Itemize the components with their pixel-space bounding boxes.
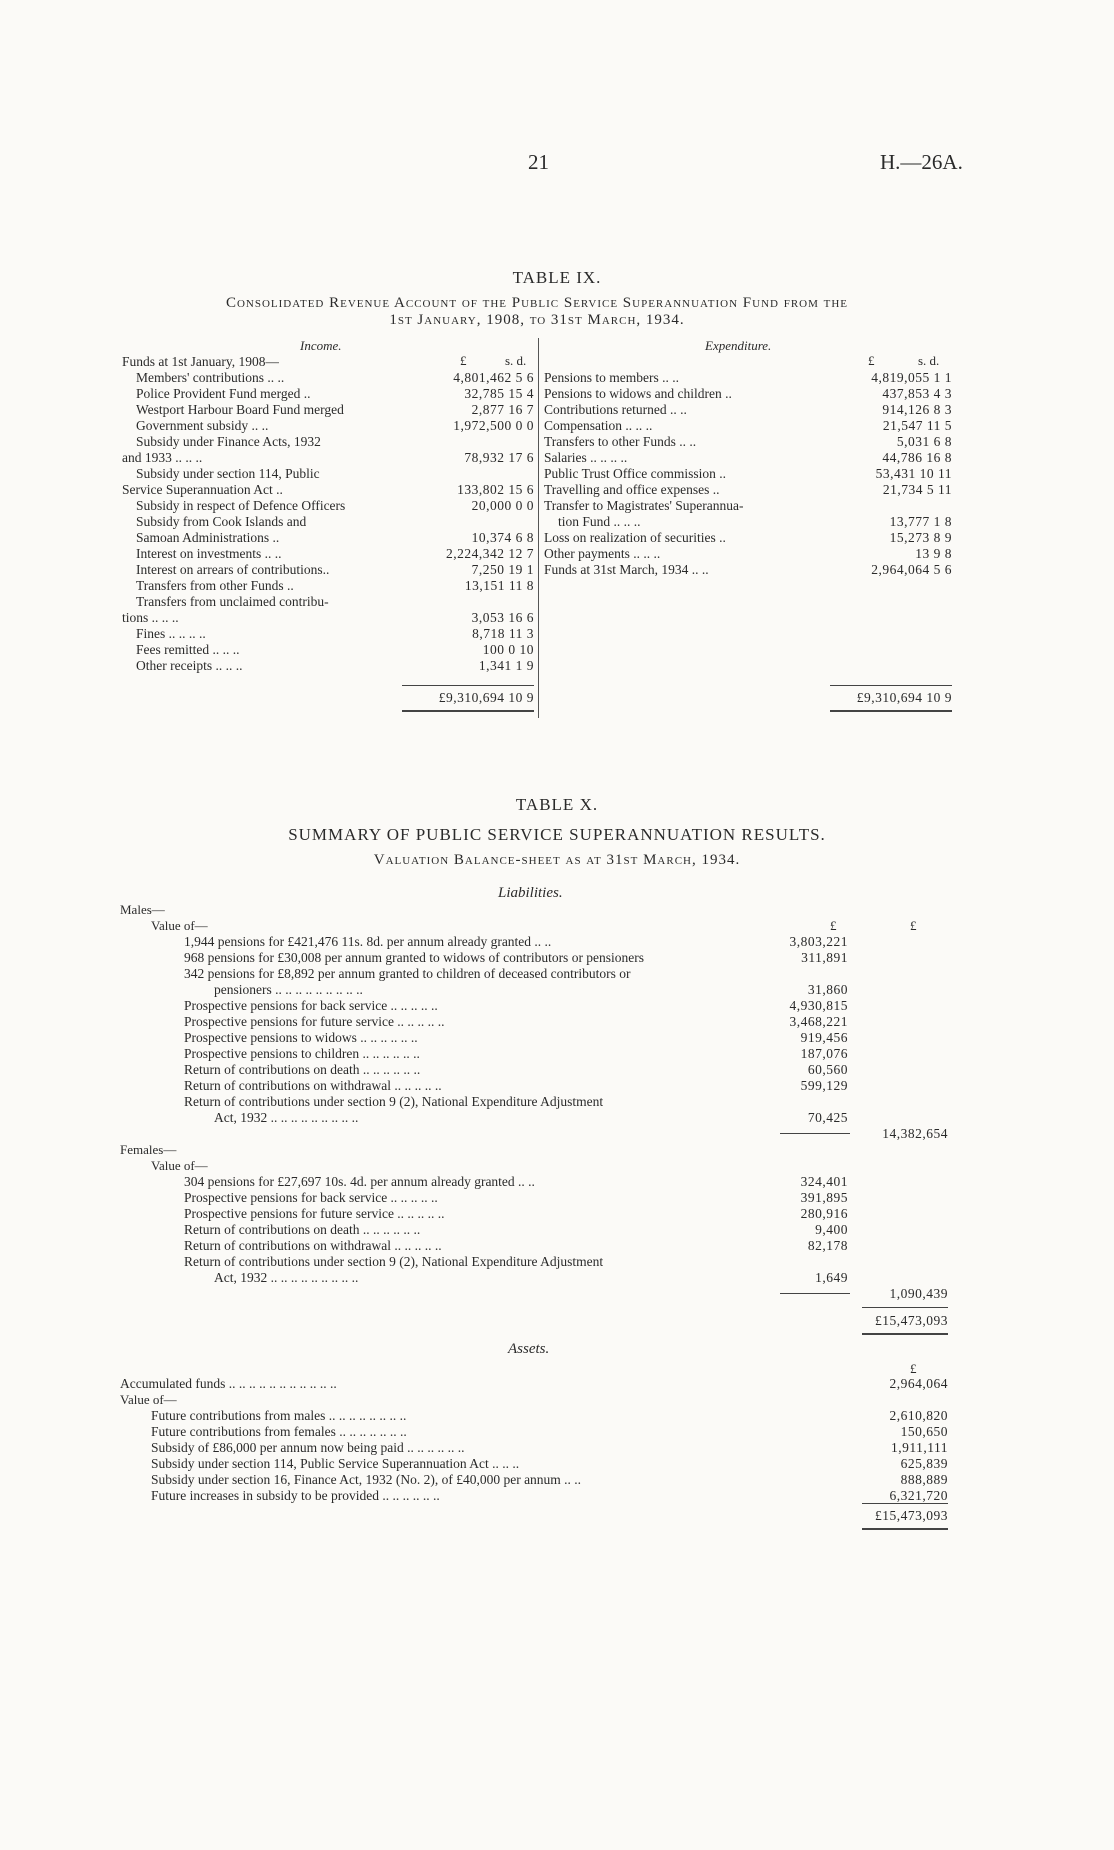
income-total: £9,310,694 10 9	[438, 690, 534, 705]
expenditure-row-label: Contributions returned .. ..	[544, 402, 687, 417]
expenditure-total-rule	[830, 685, 952, 686]
females-row-label: Prospective pensions for back service .. .. .. .. ..	[184, 1190, 438, 1205]
males-row-label: Return of contributions on withdrawal .. .. .. .. ..	[184, 1078, 442, 1093]
liabilities-heading: Liabilities.	[498, 885, 563, 901]
expenditure-row-value: 21,734 5 11	[882, 482, 952, 497]
males-row-value: 70,425	[807, 1110, 848, 1125]
females-row-label: Prospective pensions for future service .. .. .. .. ..	[184, 1206, 445, 1221]
expenditure-row-label: Funds at 31st March, 1934 .. ..	[544, 562, 709, 577]
assets-row-value: 888,889	[900, 1472, 948, 1487]
males-row-label: Prospective pensions for future service .. .. .. .. ..	[184, 1014, 445, 1029]
expenditure-row-label: Transfer to Magistrates' Superannua-	[544, 498, 744, 513]
income-row-label: Subsidy from Cook Islands and	[136, 514, 307, 529]
assets-row-label: Future increases in subsidy to be provided .. .. .. .. .. ..	[151, 1488, 440, 1503]
expenditure-row-label: Compensation .. .. ..	[544, 418, 653, 433]
expenditure-row-value: 5,031 6 8	[896, 434, 952, 449]
income-heading: Income.	[300, 338, 342, 353]
income-row-value: 8,718 11 3	[472, 626, 534, 641]
assets-row-value: 625,839	[900, 1456, 948, 1471]
expenditure-row-label: Transfers to other Funds .. ..	[544, 434, 697, 449]
assets-row-label: Subsidy under section 16, Finance Act, 1932 (No. 2), of £40,000 per annum .. ..	[151, 1472, 582, 1487]
males-label: Males—	[120, 902, 165, 917]
income-sd-col: s. d.	[505, 353, 527, 368]
expenditure-row-label: Public Trust Office commission ..	[544, 466, 727, 481]
assets-row-value: 2,610,820	[889, 1408, 948, 1423]
females-row-label: Return of contributions under section 9 (2), National Expenditure Adjustment	[184, 1254, 604, 1269]
males-row-value: 3,803,221	[789, 934, 848, 949]
males-row-value: 919,456	[800, 1030, 848, 1045]
table9-subtitle-line2: 1st January, 1908, to 31st March, 1934.	[389, 312, 685, 328]
males-row-label: 1,944 pensions for £421,476 11s. 8d. per annum already granted .. ..	[184, 934, 552, 949]
females-row-label: Act, 1932 .. .. .. .. .. .. .. .. ..	[214, 1270, 359, 1285]
income-row-value: 1,972,500 0 0	[453, 418, 534, 433]
liabilities-pound-col2: £	[910, 918, 917, 933]
females-row-value: 280,916	[800, 1206, 848, 1221]
expenditure-row-label: Travelling and office expenses ..	[544, 482, 720, 497]
males-row-label: Return of contributions on death .. .. .. .. .. ..	[184, 1062, 421, 1077]
males-row-value: 599,129	[800, 1078, 848, 1093]
income-row-label: Transfers from other Funds ..	[136, 578, 294, 593]
income-row-value: 7,250 19 1	[471, 562, 534, 577]
males-row-label: Prospective pensions to children .. .. .. .. .. ..	[184, 1046, 420, 1061]
accumulated-funds-label: Accumulated funds .. .. .. .. .. .. .. .. .. .. ..	[120, 1376, 337, 1391]
income-row-label: Fees remitted .. .. ..	[136, 642, 240, 657]
males-row-label: Prospective pensions for back service .. .. .. .. ..	[184, 998, 438, 1013]
income-pound-col: £	[460, 353, 467, 368]
expenditure-pound-col: £	[868, 353, 875, 368]
income-row-value: 78,932 17 6	[464, 450, 534, 465]
table10-title: TABLE X.	[515, 795, 599, 814]
expenditure-row-value: 15,273 8 9	[889, 530, 952, 545]
males-row-value: 311,891	[801, 950, 848, 965]
income-row-value: 2,224,342 12 7	[446, 546, 534, 561]
assets-row-label: Future contributions from females .. .. .. .. .. .. ..	[151, 1424, 407, 1439]
income-row-value: 13,151 11 8	[464, 578, 534, 593]
income-row-label: Police Provident Fund merged ..	[136, 386, 311, 401]
expenditure-row-label: Pensions to widows and children ..	[544, 386, 732, 401]
expenditure-row-value: 53,431 10 11	[875, 466, 952, 481]
income-row-label: tions .. .. ..	[122, 610, 179, 625]
expenditure-row-value: 44,786 16 8	[882, 450, 952, 465]
income-row-value: 2,877 16 7	[471, 402, 534, 417]
expenditure-row-value: 4,819,055 1 1	[871, 370, 952, 385]
expenditure-row-label: Loss on realization of securities ..	[544, 530, 726, 545]
income-row-value: 32,785 15 4	[464, 386, 534, 401]
table9-subtitle-line1: Consolidated Revenue Account of the Public Service Superannuation Fund from the	[225, 295, 849, 311]
income-row-label: Subsidy in respect of Defence Officers	[136, 498, 346, 513]
females-row-label: Return of contributions on death .. .. .. .. .. ..	[184, 1222, 421, 1237]
income-row-label: Interest on arrears of contributions..	[136, 562, 330, 577]
females-label: Females—	[120, 1142, 177, 1157]
income-row-value: 10,374 6 8	[471, 530, 534, 545]
liabilities-total: £15,473,093	[875, 1313, 948, 1328]
income-total-double-rule	[402, 710, 534, 712]
expenditure-row-value: 2,964,064 5 6	[871, 562, 952, 577]
females-row-value: 1,649	[815, 1270, 848, 1285]
expenditure-row-value: 437,853 4 3	[882, 386, 952, 401]
females-row-label: Return of contributions on withdrawal .. .. .. .. ..	[184, 1238, 442, 1253]
assets-row-value: 1,911,111	[891, 1440, 948, 1455]
assets-total: £15,473,093	[875, 1508, 948, 1523]
income-row-label: Subsidy under section 114, Public	[136, 466, 320, 481]
table10-subtitle-line2: Valuation Balance-sheet as at 31st March, 1934.	[373, 852, 741, 868]
males-row-label: Act, 1932 .. .. .. .. .. .. .. .. ..	[214, 1110, 359, 1125]
females-row-value: 82,178	[807, 1238, 848, 1253]
income-total-rule	[402, 685, 534, 686]
females-total: 1,090,439	[889, 1286, 948, 1301]
females-row-value: 391,895	[800, 1190, 848, 1205]
income-row-value: 100 0 10	[482, 642, 534, 657]
assets-row-label: Subsidy of £86,000 per annum now being paid .. .. .. .. .. ..	[151, 1440, 465, 1455]
assets-total-double-rule	[862, 1528, 948, 1530]
males-total: 14,382,654	[882, 1126, 948, 1141]
females-row-value: 9,400	[815, 1222, 848, 1237]
expenditure-row-label: Pensions to members .. ..	[544, 370, 679, 385]
expenditure-heading: Expenditure.	[705, 338, 772, 353]
table9-title: TABLE IX.	[512, 268, 602, 287]
income-row-label: Samoan Administrations ..	[136, 530, 280, 545]
males-row-label: Return of contributions under section 9 (2), National Expenditure Adjustment	[184, 1094, 604, 1109]
expenditure-sd-col: s. d.	[918, 353, 940, 368]
income-row-value: 133,802 15 6	[457, 482, 534, 497]
assets-row-value: 6,321,720	[889, 1488, 948, 1503]
income-row-label: Subsidy under Finance Acts, 1932	[136, 434, 321, 449]
income-row-label: Transfers from unclaimed contribu-	[136, 594, 329, 609]
males-row-value: 4,930,815	[789, 998, 848, 1013]
males-row-label: 342 pensions for £8,892 per annum granted to children of deceased contributors or	[184, 966, 631, 981]
income-row-label: Interest on investments .. ..	[136, 546, 282, 561]
page-number: 21	[528, 150, 549, 174]
income-row-label: Members' contributions .. ..	[136, 370, 285, 385]
table10-subtitle-line1: SUMMARY OF PUBLIC SERVICE SUPERANNUATION RESULTS.	[288, 825, 826, 844]
income-row-value: 3,053 16 6	[471, 610, 534, 625]
assets-row-label: Subsidy under section 114, Public Service Superannuation Act .. .. ..	[151, 1456, 520, 1471]
accumulated-funds-value: 2,964,064	[889, 1376, 948, 1391]
males-row-label: pensioners .. .. .. .. .. .. .. .. ..	[214, 982, 363, 997]
assets-row-label: Future contributions from males .. .. .. .. .. .. .. ..	[151, 1408, 407, 1423]
table9-column-divider	[538, 338, 539, 718]
income-row-label: and 1933 .. .. ..	[122, 450, 203, 465]
assets-total-rule	[862, 1503, 948, 1504]
income-row-label: Westport Harbour Board Fund merged	[136, 402, 344, 417]
income-row-value: 1,341 1 9	[478, 658, 534, 673]
males-row-value: 187,076	[800, 1046, 848, 1061]
expenditure-row-value: 21,547 11 5	[882, 418, 952, 433]
income-row-label: Funds at 1st January, 1908—	[122, 354, 279, 369]
expenditure-row-label: tion Fund .. .. ..	[558, 514, 641, 529]
males-row-label: 968 pensions for £30,008 per annum granted to widows of contributors or pensioners	[184, 950, 645, 965]
liabilities-total-rule	[862, 1307, 948, 1308]
females-row-value: 324,401	[800, 1174, 848, 1189]
liabilities-pound-col1: £	[830, 918, 837, 933]
assets-heading: Assets.	[508, 1341, 550, 1357]
income-row-label: Service Superannuation Act ..	[122, 482, 283, 497]
income-row-label: Other receipts .. .. ..	[136, 658, 243, 673]
expenditure-row-value: 914,126 8 3	[882, 402, 952, 417]
income-row-value: 4,801,462 5 6	[453, 370, 534, 385]
males-row-value: 31,860	[807, 982, 848, 997]
expenditure-row-value: 13 9 8	[915, 546, 952, 561]
assets-value-of: Value of—	[120, 1392, 177, 1407]
expenditure-row-value: 13,777 1 8	[889, 514, 952, 529]
document-reference: H.—26A.	[880, 150, 963, 174]
assets-pound-col: £	[910, 1361, 917, 1376]
expenditure-total: £9,310,694 10 9	[856, 690, 952, 705]
income-row-value: 20,000 0 0	[471, 498, 534, 513]
expenditure-row-label: Other payments .. .. ..	[544, 546, 661, 561]
males-value-of: Value of—	[151, 918, 208, 933]
females-value-of: Value of—	[151, 1158, 208, 1173]
liabilities-total-double-rule	[862, 1333, 948, 1335]
income-row-label: Government subsidy .. ..	[136, 418, 269, 433]
males-row-value: 60,560	[807, 1062, 848, 1077]
income-row-label: Fines .. .. .. ..	[136, 626, 206, 641]
expenditure-row-label: Salaries .. .. .. ..	[544, 450, 628, 465]
males-row-label: Prospective pensions to widows .. .. .. .. .. ..	[184, 1030, 418, 1045]
females-row-label: 304 pensions for £27,697 10s. 4d. per annum already granted .. ..	[184, 1174, 535, 1189]
males-row-value: 3,468,221	[789, 1014, 848, 1029]
expenditure-total-double-rule	[830, 710, 952, 712]
assets-row-value: 150,650	[900, 1424, 948, 1439]
